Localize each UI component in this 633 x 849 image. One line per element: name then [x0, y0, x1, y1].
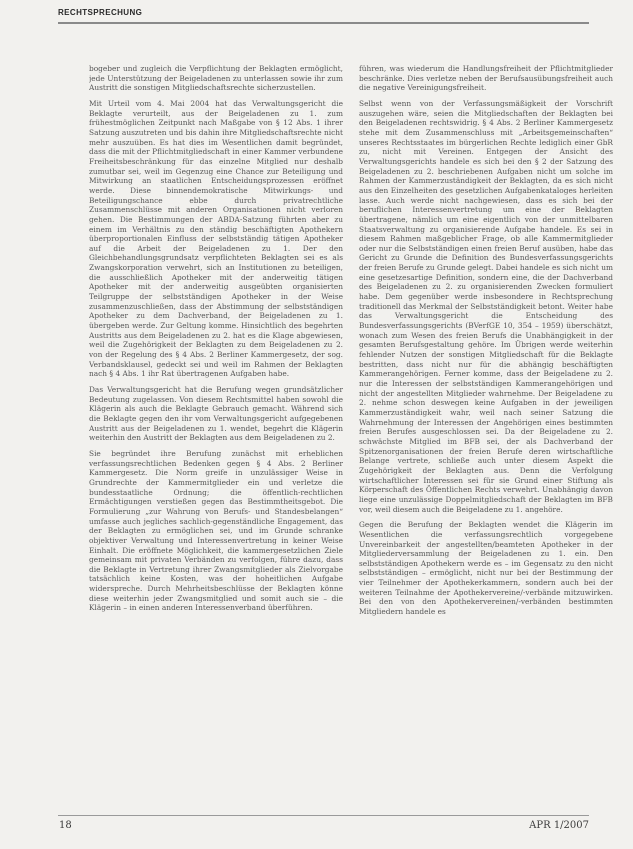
paragraph: Gegen die Berufung der Beklagten wendet die Klägerin im Wesentlichen die verfassungsrechtlich vorgegebene Unvereinbarkeit der angestellten/beamteten Apotheker in der Mitgliederversammlung der Beigeladenen zu 1. ein. Den selbstständigen Apothekern werde es – im Gegensatz zu den nicht selbstständigen – ermöglicht, nicht nur bei der Bestimmung der vier Teilnehmer der Apothekerkammern, sondern auch bei der weiteren Teilnahme der Apothekervereine/-verbände mitzuwirken. Bei den von den Apothekervereinen/-verbänden bestimmten Mitgliedern handele es	[359, 520, 613, 617]
right-column	[359, 64, 613, 809]
footer-divider	[58, 815, 589, 816]
header-divider	[58, 22, 589, 24]
paragraph: Selbst wenn von der Verfassungsmäßigkeit der Vorschrift auszugehen wäre, seien die Mitgliedschaften der Beklagten bei den Beigeladenen rechtswidrig. § 4 Abs. 2 Berliner Kammergesetz stehe mit dem Zusammenschluss mit „Arbeitsgemeinschaften“ unseres Rechtsstaates im bürgerlichen Rechte lediglich einer GbR zu, nicht mit Vereinen. Entgegen der Ansicht des Verwaltungsgerichts handele es sich bei den § 2 der Satzung des Beigeladenen zu 2. beschriebenen Aufgaben nicht um solche im Rahmen der Kammerzuständigkeit der Beklagten, da es sich nicht aus den Einzelheiten des gesetzlichen Aufgabenkataloges herleiten lasse. Auch werde nicht nachgewiesen, dass es sich bei der beruflichen Interessenvertretung um eine der Beklagten übertragene, nämlich um eine eigentlich von der unmittelbaren Staatsverwaltung zu organisierende Aufgabe handele. Es sei in diesem Rahmen maßgeblicher Frage, ob alle Kammermitglieder oder nur die Selbstständigen einen freien Beruf ausüben, habe das Gericht zu Grunde die Definition des Bundesverfassungsgerichts der freien Berufe zu Grunde gelegt. Dabei handele es sich nicht um eine gesetzesartige Definition, sondern eine, die der Dachverband des Beigeladenen zu 2. zu organisierenden Zwecken formuliert habe. Dem gegenüber werde insbesondere in Rechtsprechung traditionell das Merkmal der Selbstständigkeit betont. Weiter habe das Verwaltungsgericht die Entscheidung des Bundesverfassungsgerichts (BVerfGE 10, 354 – 1959) überschätzt, wonach zum Wesen des freien Berufs die Unabhängigkeit in der gesamten Berufsgestaltung gehöre. Im Übrigen werde weiterhin fehlender Nutzen der sonstigen Mitgliedschaft für die Beklagte bestritten, dass nicht nur für die abhängig beschäftigten Kammerangehörigen. Ferner komme, dass der Beigeladene zu 2. nur die Interessen der selbstständigen Kammerangehörigen und nicht der angestellten Mitglieder wahrnehme. Der Beigeladene zu 2. nehme schon deswegen keine Aufgaben in der jeweiligen Kammerzuständigkeit wahr, weil nach seiner Satzung die Wahrnehmung der Interessen der Angehörigen eines bestimmten freien Berufes ausgeschlossen sei. Da der Beigeladene zu 2. schwächste Mitglied im BFB sei, der als Dachverband der Spitzenorganisationen der freien Berufe deren wirtschaftliche Belange vertrete, schließe auch unter diesem Aspekt die Zugehörigkeit der Beklagten aus. Denn die Verfolgung wirtschaftlicher Interessen sei für sie Grund einer Stiftung als Körperschaft des Öffentlichen Rechts verwehrt. Unabhängig davon liege eine unzulässige Doppelmitgliedschaft der Beklagten im BFB vor, weil diesem auch die Beigeladene zu 1. angehöre.	[359, 98, 613, 514]
section-header: RECHTSPRECHUNG	[58, 8, 143, 17]
journal-reference: APR 1/2007	[529, 820, 589, 831]
paragraph: bogeber und zugleich die Verpflichtung der Beklagten ermöglicht, jede Unterstützung der Beigeladenen zu unterlassen sowie ihr zum Austritt die sonstigen Mitgliedschaftsrechte sicherzustellen.	[89, 64, 343, 93]
page-number: 18	[59, 820, 72, 831]
paragraph: Mit Urteil vom 4. Mai 2004 hat das Verwaltungsgericht die Beklagte verurteilt, aus der Beigeladenen zu 1. zum frühestmöglichen Zeitpunkt nach Maßgabe von § 12 Abs. 1 ihrer Satzung auszutreten und bis dahin ihre Mitgliedschaftsrechte nicht mehr auszuüben. Es hat dies im Wesentlichen damit begründet, dass die mit der Pflichtmitgliedschaft in einer Kammer verbundene Freiheitsbeschränkung für das einzelne Mitglied nur deshalb zumutbar sei, weil im Gegenzug eine Chance zur Beteiligung und Mitwirkung an staatlichen Entscheidungsprozessen eröffnet werde. Diese binnendemokratische Mitwirkungs- und Beteiligungschance ebbe durch privatrechtliche Zusammenschlüsse mit anderen Organisationen nicht verloren gehen. Die Bestimmungen der ABDA-Satzung führten aber zu einem im Verhältnis zu den ständig beschäftigten Apothekern überproportionalen Einfluss der selbstständig tätigen Apotheker auf die Arbeit der Beigeladenen zu 1. Der den Gleichbehandlungsgrundsatz verpflichteten Beklagten sei es als Zwangskorporation verwehrt, sich an Institutionen zu beteiligen, die ausschließlich Apotheker mit der anderweitig tätigen Apotheker mit der anderweitig ausgeübten organisierten Teilgruppe der selbstständigen Apotheker in der Weise zusammenzuschließen, dass der Abstimmung der selbstständigen Apotheker zu dem Dachverband, der Beigeladenen zu 1. übergeben werde. Zur Geltung komme. Hinsichtlich des begehrten Austritts aus dem Beigeladenen zu 2. hat es die Klage abgewiesen, weil die Zugehörigkeit der Beklagten zu dem Beigeladenen zu 2. von der Regelung des § 4 Abs. 2 Berliner Kammergesetz, der sog. Verbandsklausel, gedeckt sei und weil im Rahmen der Beklagten nach § 4 Abs. 1 ihr Rat übertragenen Aufgaben habe.	[89, 98, 343, 379]
paragraph: Das Verwaltungsgericht hat die Berufung wegen grundsätzlicher Bedeutung zugelassen. Von diesem Rechtsmittel haben sowohl die Klägerin als auch die Beklagte Gebrauch gemacht. Während sich die Beklagte gegen den ihr vom Verwaltungsgericht aufgegebenen Austritt aus der Beigeladenen zu 1. wendet, begehrt die Klägerin weiterhin den Austritt der Beklagten aus dem Beigeladenen zu 2.	[89, 385, 343, 443]
left-column	[89, 64, 343, 809]
paragraph: Sie begründet ihre Berufung zunächst mit erheblichen verfassungsrechtlichen Bedenken gegen § 4 Abs. 2 Berliner Kammergesetz. Die Norm greife in unzulässiger Weise in Grundrechte der Kammermitglieder ein und verletze die bundesstaatliche Ordnung; die öffentlich-rechtlichen Ermächtigungen verstießen gegen das Bestimmtheitsgebot. Die Formulierung „zur Wahrung von Berufs- und Standesbelangen“ umfasse auch jegliches sachlich-gegenständliche Engagement, das der Beklagten zu ermöglichen sei, und im Grunde schranke objektiver Verwaltung und Interessenvertretung in keiner Weise Einhalt. Die eröffnete Möglichkeit, die kammergesetzlichen Ziele gemeinsam mit privaten Verbänden zu verfolgen, führe dazu, dass die Beklagte in Vertretung ihrer Zwangsmitglieder als Zielvorgabe tatsächlich keine Kosten, was der hoheitlichen Aufgabe widerspreche. Durch Mehrheitsbeschlüsse der Beklagten könne diese weiterhin jeder Zwangsmitglied und somit auch sie – die Klägerin – in einen anderen Interessenverband überführen.	[89, 448, 343, 613]
paragraph: führen, was wiederum die Handlungsfreiheit der Pflichtmitglieder beschränke. Dies verletze neben der Berufsausübungsfreiheit auch die negative Vereinigungsfreiheit.	[359, 64, 613, 93]
